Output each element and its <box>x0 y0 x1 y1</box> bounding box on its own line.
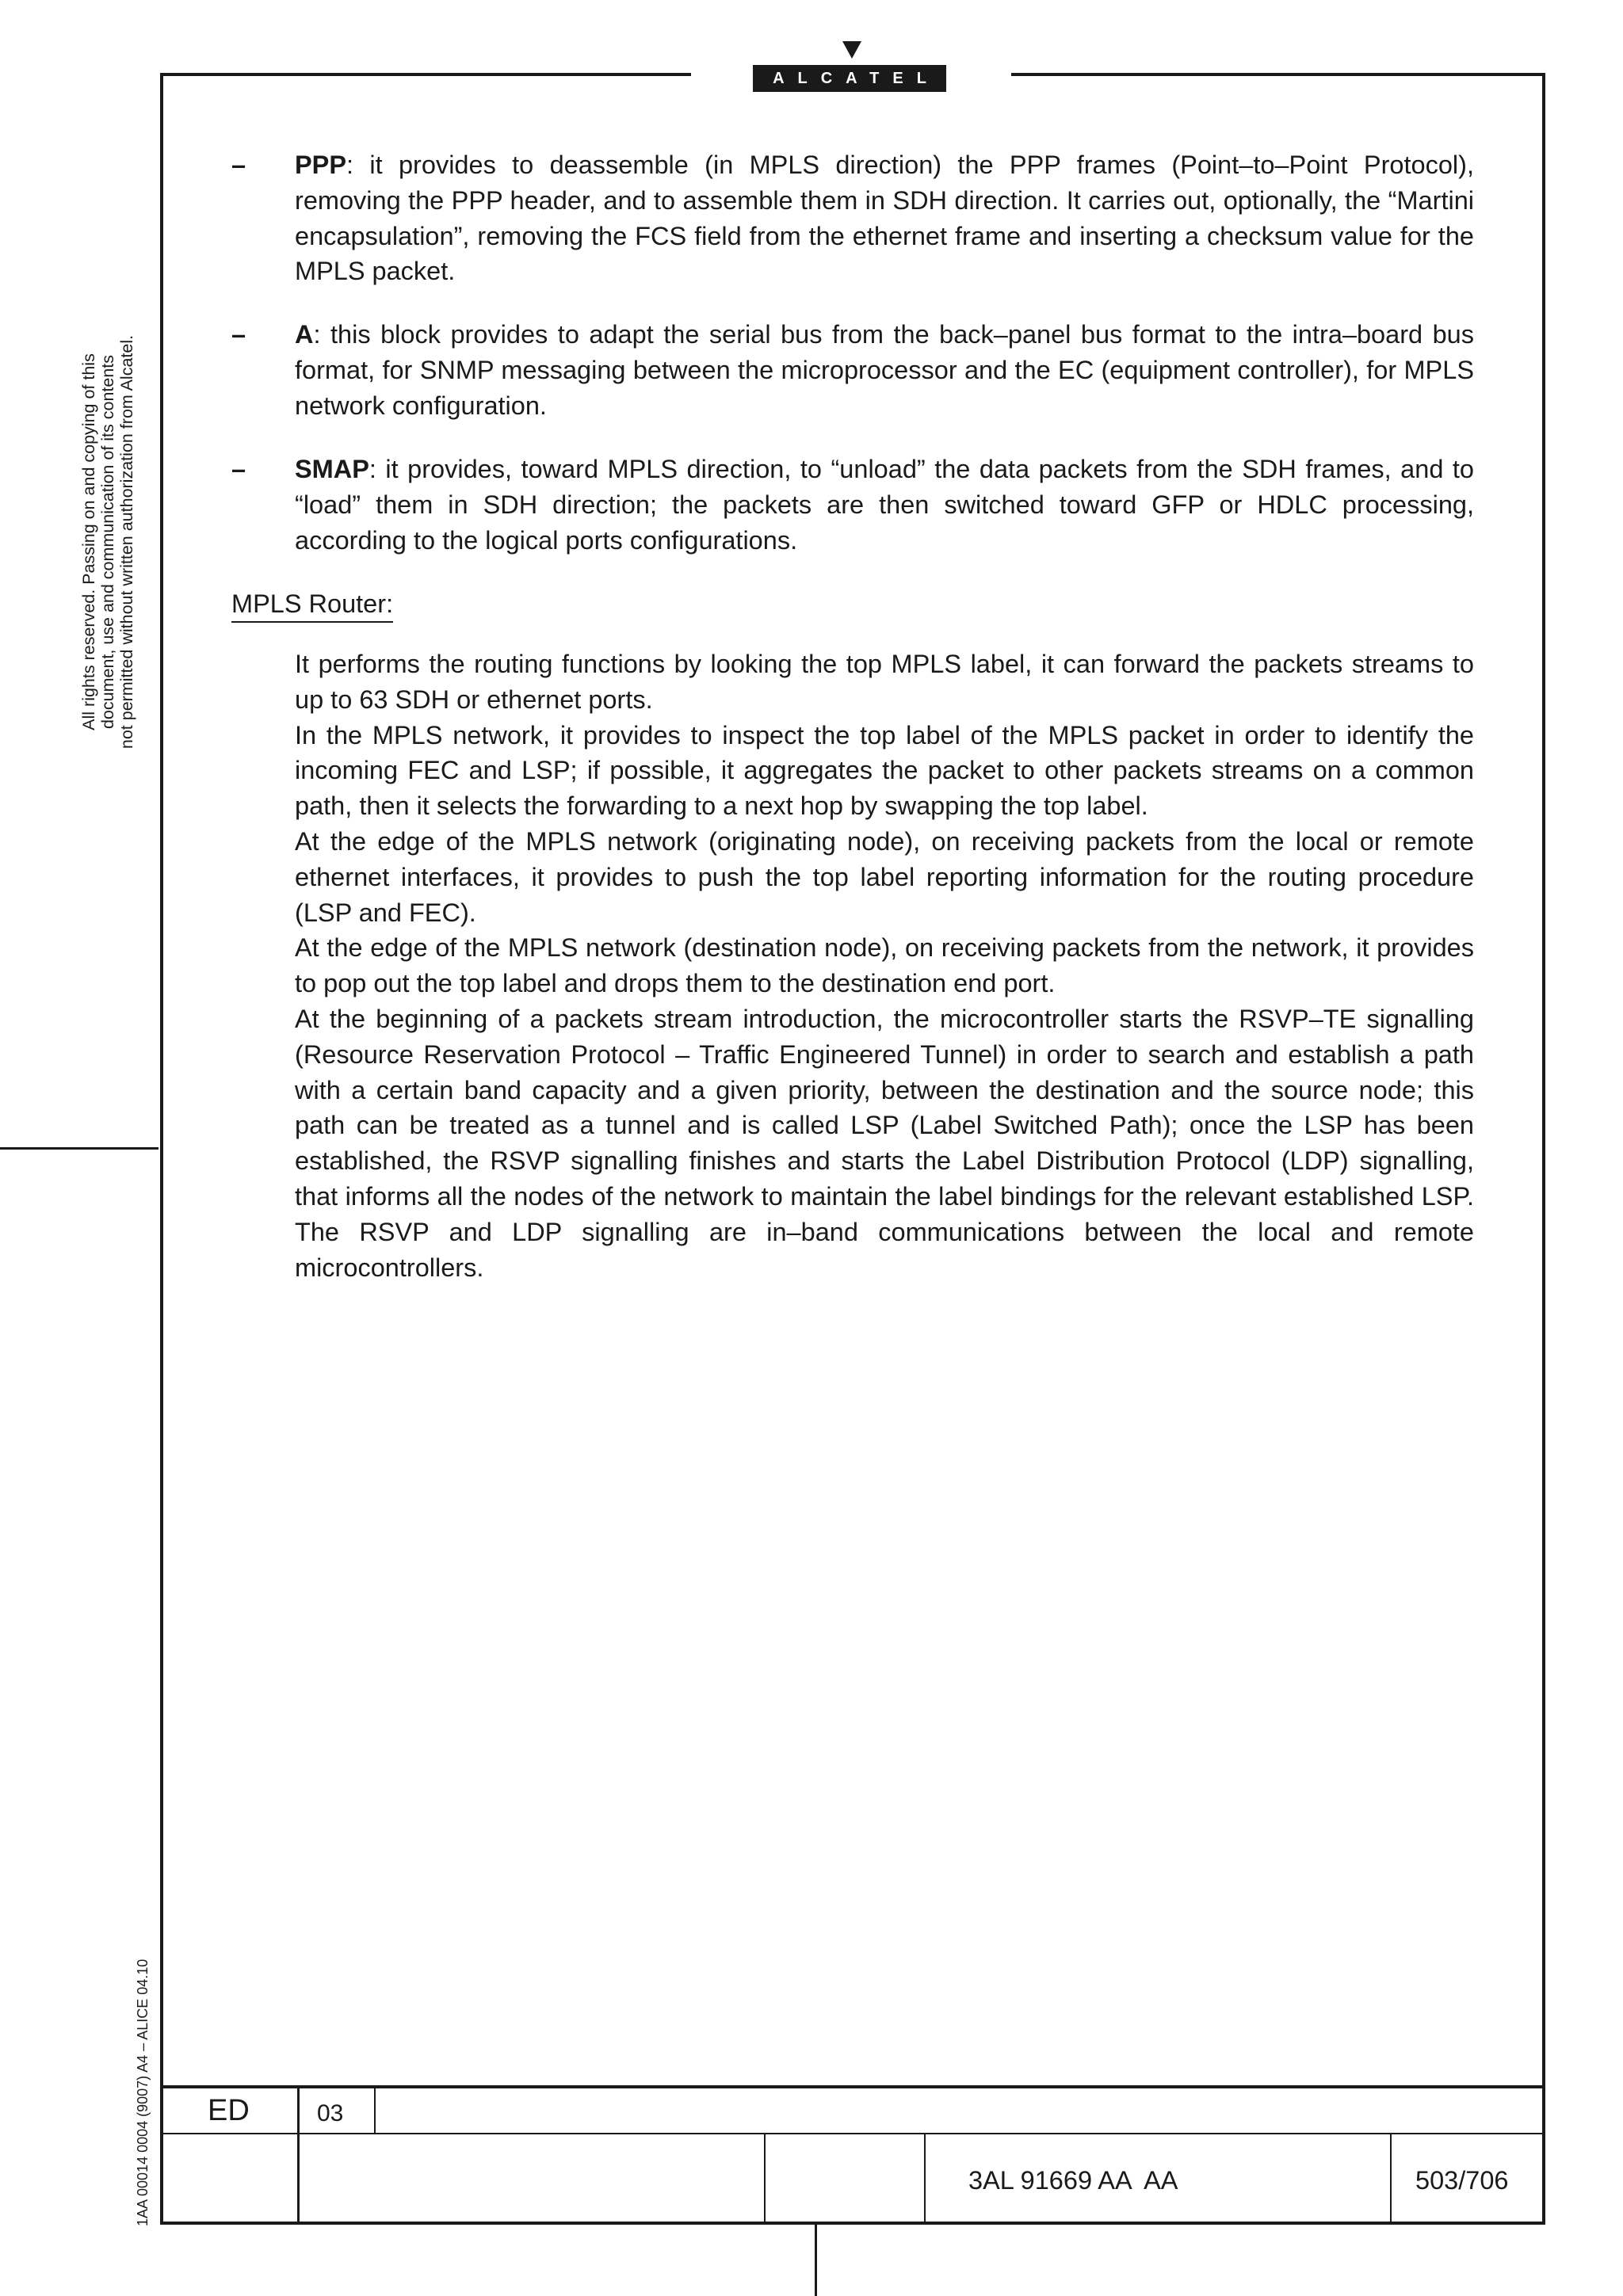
bullet-dash: – <box>231 151 246 179</box>
page-number: 503/706 <box>1415 2166 1509 2195</box>
title-block-top <box>160 2085 1545 2088</box>
frame-left <box>160 73 163 2225</box>
paragraph: In the MPLS network, it provides to inspect the top label of the MPLS packet in order to identify the incoming FEC and LSP; if possible, it aggregates the packet to other packets streams on a common path, then it selects the forwarding to a next hop by swapping the top label. <box>295 720 1474 821</box>
bullet-text: : it provides to deassemble (in MPLS direction) the PPP frames (Point–to–Point Protocol), removing the PPP header, and to assemble them in SDH direction. It carries out, optionally, the “Martini encapsulation”, removing the FCS field from the ethernet frame and inserting a checksum value for the MPLS packet. <box>295 151 1474 286</box>
frame-top-right <box>1011 73 1545 76</box>
rights-line-3: not permitted without written authorization from Alcatel. <box>117 334 136 749</box>
bullet-smap <box>231 452 1474 558</box>
fold-mark <box>0 1147 158 1150</box>
bullet-dash: – <box>231 455 246 483</box>
section-heading: MPLS Router: <box>231 586 393 623</box>
bullet-dash: – <box>231 320 246 349</box>
title-block-divider <box>374 2087 376 2134</box>
title-block-divider <box>1390 2133 1392 2223</box>
title-block-divider <box>764 2133 766 2223</box>
bullet-ppp <box>231 147 1474 289</box>
alcatel-logo: ALCATEL <box>753 65 946 92</box>
bottom-tick <box>815 2223 817 2296</box>
bullet-body <box>295 452 1474 558</box>
paragraph: At the edge of the MPLS network (originating node), on receiving packets from the local or remote ethernet interfaces, it provides to push the top label reporting information for the routing procedure (LSP and FEC). <box>295 826 1474 927</box>
frame-right <box>1542 73 1545 2225</box>
title-block-bottom <box>160 2222 1545 2225</box>
bullet-a <box>231 317 1474 423</box>
bullet-body <box>295 147 1474 289</box>
rights-line-1: All rights reserved. Passing on and copying of this <box>79 353 98 730</box>
document-number: 3AL 91669 AA AA <box>968 2166 1178 2195</box>
bullet-text: : this block provides to adapt the serial bus from the back–panel bus format to the intra–board bus format, for SNMP messaging between the microprocessor and the EC (equipment controller), for MPLS network configuration. <box>295 320 1474 420</box>
bullet-term: SMAP <box>295 455 369 483</box>
rights-line-2: document, use and communication of its contents <box>98 354 117 730</box>
bullet-term: PPP <box>295 151 347 179</box>
edition-value: 03 <box>317 2100 344 2126</box>
paragraph: At the beginning of a packets stream introduction, the microcontroller starts the RSVP–TE signalling (Resource Reservation Protocol – Traffic Engineered Tunnel) in order to search and establish a path with a certain band capacity and a given priority, between the destination and the source node; this path can be treated as a tunnel and is called LSP (Label Switched Path); once the LSP has been established, the RSVP signalling finishes and starts the Label Distribution Protocol (LDP) signalling, that informs all the nodes of the network to maintain the label bindings for the relevant established LSP. The RSVP and LDP signalling are in–band communications between the local and remote microcontrollers. <box>295 1004 1474 1282</box>
section-body <box>295 646 1474 1285</box>
logo-triangle-icon <box>842 41 861 59</box>
edition-label: ED <box>208 2094 250 2127</box>
frame-top-left <box>162 73 691 76</box>
bullet-body <box>295 317 1474 423</box>
bullet-text: : it provides, toward MPLS direction, to “unload” the data packets from the SDH frames, and to “load” them in SDH direction; the packets are then switched toward GFP or HDLC processing, according to the logical ports configurations. <box>295 455 1474 555</box>
title-block-mid <box>160 2133 1545 2134</box>
paragraph: It performs the routing functions by looking the top MPLS label, it can forward the packets streams to up to 63 SDH or ethernet ports. <box>295 650 1474 714</box>
form-code: 1AA 00014 0004 (9007) A4 – ALICE 04.10 <box>135 1958 151 2226</box>
title-block-divider <box>924 2133 926 2223</box>
rights-notice <box>79 257 136 827</box>
bullet-term: A <box>295 320 314 349</box>
title-block-divider <box>297 2085 300 2225</box>
paragraph: At the edge of the MPLS network (destination node), on receiving packets from the network, it provides to pop out the top label and drops them to the destination end port. <box>295 933 1474 998</box>
